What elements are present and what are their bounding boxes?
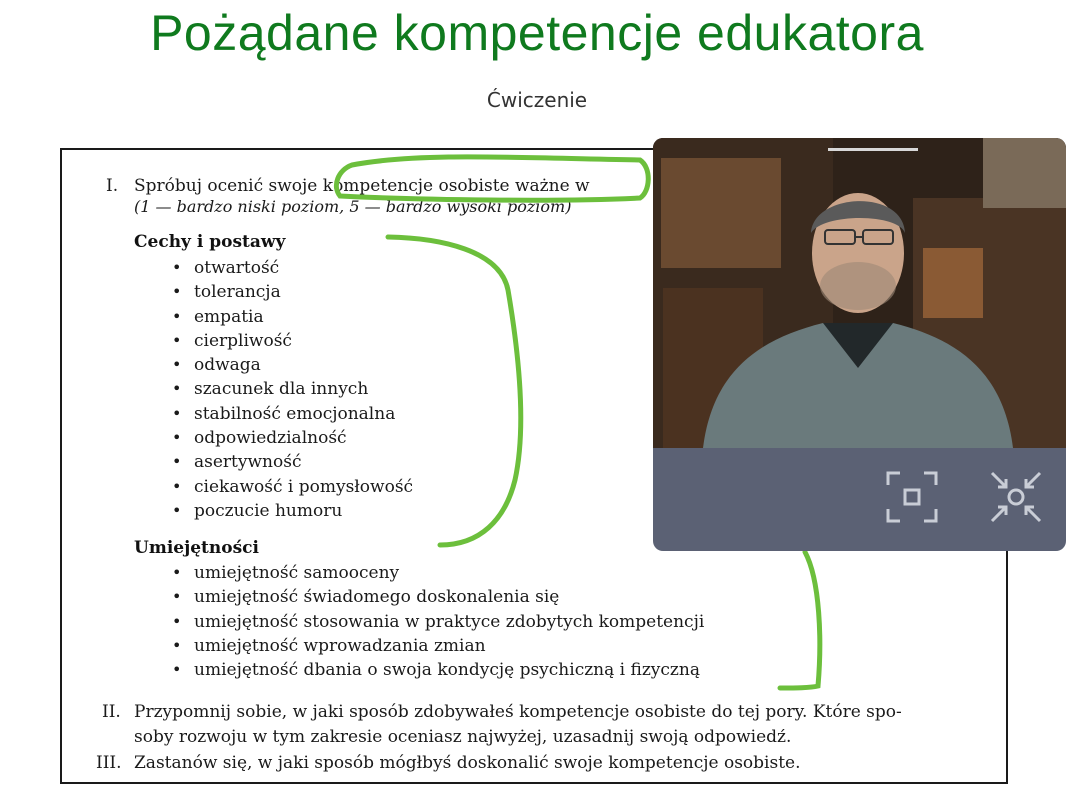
question-1-text: Spróbuj ocenić swoje kompetencje osobiste ważne w [134,176,590,196]
trait-item-label: odpowiedzialność [194,428,347,449]
bullet-icon: • [172,403,182,423]
bullet-icon: • [172,660,182,680]
bullet-icon: • [172,452,182,472]
trait-item-label: tolerancja [194,282,281,303]
trait-item-label: cierpliwość [194,330,292,351]
bullet-icon: • [172,635,182,655]
bullet-icon: • [172,355,182,375]
trait-item [172,305,413,329]
bullet-icon: • [172,587,182,607]
bullet-icon: • [172,476,182,496]
question-3 [96,751,801,775]
trait-item [172,426,413,450]
bullet-icon: • [172,258,182,277]
trait-item-label: szacunek dla innych [194,379,369,400]
skill-item [172,658,704,682]
trait-item [172,402,413,426]
skill-item [172,585,704,609]
rating-scale: (1 — bardzo niski poziom, 5 — bardzo wysoki poziom) [134,197,572,216]
trait-item-label: asertywność [194,452,302,473]
trait-item [172,256,413,280]
skill-item-label: umiejętność świadomego doskonalenia się [194,587,560,608]
traits-list [172,256,413,523]
slide-title: Pożądane kompetencje edukatora [150,5,924,61]
bullet-icon: • [172,563,182,582]
video-overlay[interactable] [653,138,1066,551]
bullet-icon: • [172,428,182,448]
question-2-line2: soby rozwoju w tym zakresie oceniasz najwyżej, uzasadnij swoją odpowiedź. [134,727,792,747]
webcam-feed [653,138,1066,448]
skill-item-label: umiejętność wprowadzania zmian [194,635,486,656]
skill-item-label: umiejętność samooceny [194,563,400,583]
trait-item-label: ciekawość i pomysłowość [194,476,414,497]
trait-item [172,450,413,474]
skill-item [172,634,704,658]
bullet-icon: • [172,306,182,326]
bullet-icon: • [172,282,182,302]
trait-item-label: odwaga [194,355,261,376]
slide-subtitle: Ćwiczenie [486,88,588,112]
trait-item-label: otwartość [194,258,280,278]
question-1 [106,174,590,198]
question-2-line1: Przypomnij sobie, w jaki sposób zdobywałeś kompetencje osobiste do tej pory. Które spo- [134,702,902,722]
trait-item-label: poczucie humoru [194,500,343,521]
trait-item [172,329,413,353]
section-heading-skills: Umiejętności [134,538,259,558]
skill-item-label: umiejętność stosowania w praktyce zdobytych kompetencji [194,611,705,632]
skill-item [172,561,704,585]
skill-item-label: umiejętność dbania o swoja kondycję psychiczną i fizyczną [194,660,700,681]
question-3-number: III. [96,753,122,773]
question-2 [102,700,902,724]
trait-item [172,353,413,377]
bullet-icon: • [172,611,182,631]
trait-item-label: empatia [194,306,264,327]
trait-item [172,280,413,304]
fullscreen-icon[interactable] [886,471,938,523]
question-3-text: Zastanów się, w jaki sposób mógłbyś doskonalić swoje kompetencje osobiste. [134,753,801,773]
question-1-number: I. [106,176,119,196]
bullet-icon: • [172,500,182,520]
section-heading-traits: Cechy i postawy [134,232,286,252]
bullet-icon: • [172,379,182,399]
trait-item [172,377,413,401]
question-2-number: II. [102,702,121,722]
skills-list [172,561,704,682]
trait-item [172,475,413,499]
collapse-focus-icon[interactable] [990,471,1042,523]
skill-item [172,610,704,634]
trait-item [172,499,413,523]
trait-item-label: stabilność emocjonalna [194,403,396,424]
bullet-icon: • [172,330,182,350]
